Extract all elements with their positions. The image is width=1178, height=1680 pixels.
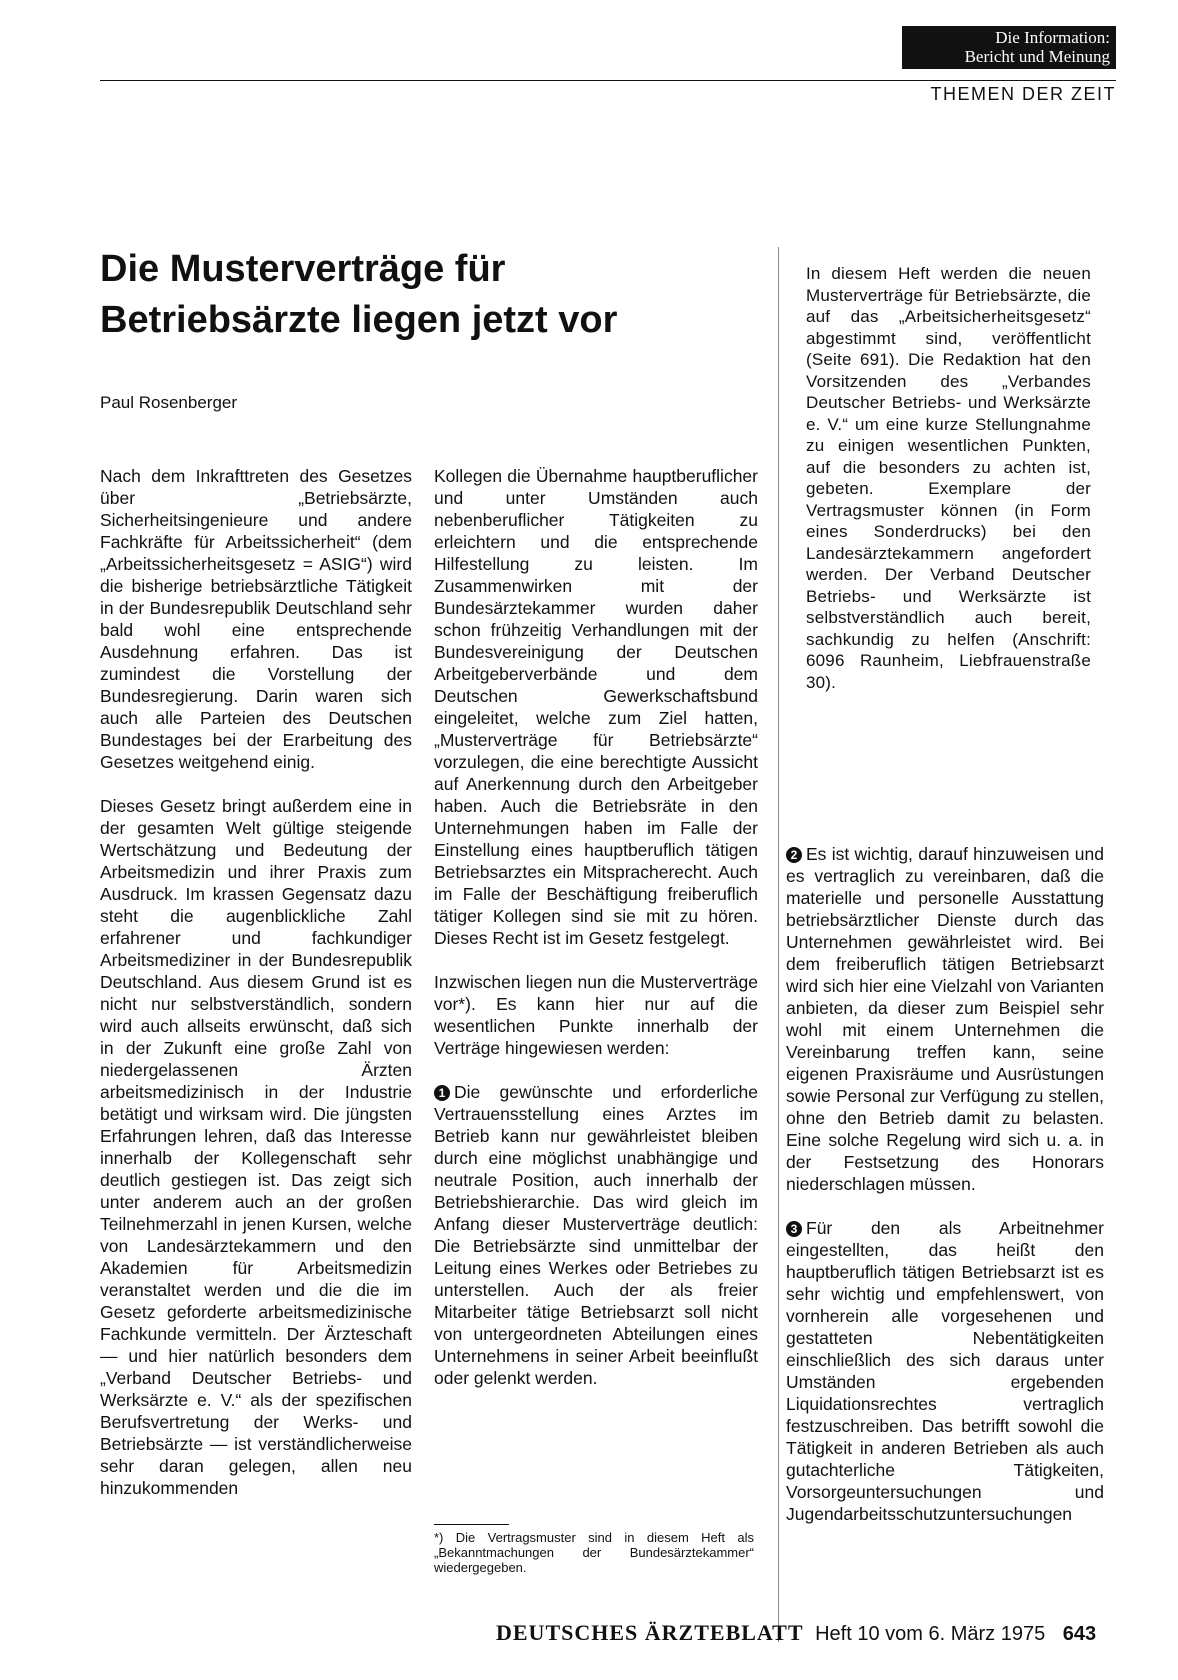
footnote-rule	[434, 1524, 509, 1525]
header-rule	[100, 80, 1116, 81]
column-1	[100, 465, 412, 1521]
paragraph: Inzwischen liegen nun die Musterverträge vor*). Es kann hier nur auf die wesentlichen Punkte innerhalb der Verträge hingewiesen werden:	[434, 972, 758, 1058]
paragraph-text: Die gewünschte und erforderliche Vertrauensstellung eines Arztes im Betrieb kann nur gewährleistet bleiben durch eine möglichst unabhängige und neutrale Position, auch innerhalb der Betriebshierarchie. Das wird gleich im Anfang dieser Musterverträge deutlich: Die Betriebsärzte sind unmittelbar der Leitung eines Werkes oder Betriebes zu unterstellen. Auch der als freier Mitarbeiter tätige Betriebsarzt soll nicht von untergeordneten Abteilungen eines Unternehmens in seiner Arbeit beeinflußt oder gelenkt werden.	[434, 1082, 758, 1388]
article-title	[100, 244, 617, 346]
issue-info: Heft 10 vom 6. März 1975	[815, 1623, 1046, 1645]
magazine-name: DEUTSCHES ÄRZTEBLATT	[496, 1620, 804, 1645]
rubric-line-1: Die Information:	[995, 28, 1110, 47]
point-number-2: 2	[786, 847, 802, 863]
editor-note: In diesem Heft werden die neuen Musterverträge für Betriebsärzte, die auf das „Arbeitsicherheitsgesetz“ abgestimmt sind, veröffentlicht (Seite 691). Die Redaktion hat den Vorsitzenden des „Verbandes Deutscher Betriebs- und Werksärzte e. V.“ um eine kurze Stellungnahme zu einigen wesentlichen Punkten, auf die besonders zu achten ist, gebeten. Exemplare der Vertragsmuster können (in Form eines Sonderdrucks) bei den Landesärztekammern angefordert werden. Der Verband Deutscher Betriebs- und Werksärzte ist selbstverständlich auch bereit, sachkundig zu helfen (Anschrift: 6096 Raunheim, Liebfrauenstraße 30).	[806, 264, 1091, 692]
title-line-1: Die Musterverträge für	[100, 248, 506, 290]
numbered-paragraph	[786, 1217, 1104, 1525]
column-divider	[778, 247, 779, 1642]
numbered-paragraph	[434, 1081, 758, 1389]
rubric-badge	[902, 26, 1116, 69]
paragraph: Dieses Gesetz bringt außerdem eine in der gesamten Welt gültige steigende Wertschätzung und Bedeutung der Arbeitsmedizin und ihrer Praxis zum Ausdruck. Im krassen Gegensatz dazu steht die augenblickliche Zahl erfahrener und fachkundiger Arbeitsmediziner in der Bundesrepublik Deutschland. Aus diesem Grund ist es nicht nur selbstverständlich, sondern wird auch allseits erwünscht, daß sich in der Zukunft eine große Zahl von niedergelassenen Ärzten arbeitsmedizinisch in der Industrie betätigt und wirksam wird. Die jüngsten Erfahrungen lehren, daß das Interesse innerhalb der Kollegenschaft sehr deutlich gestiegen ist. Das zeigt sich unter anderem auch an der großen Teilnehmerzahl in jenen Kursen, welche von Landesärztekammern und den Akademien für Arbeitsmedizin veranstaltet werden und die die im Gesetz geforderte arbeitsmedizinische Fachkunde vermitteln. Der Ärzteschaft — und hier natürlich besonders dem „Verband Deutscher Betriebs- und Werksärzte e. V.“ als der spezifischen Berufsvertretung der Werks- und Betriebsärzte — ist verständlicherweise sehr daran gelegen, allen neu hinzukommenden	[100, 796, 412, 1498]
paragraph-text: Für den als Arbeitnehmer eingestellten, das heißt den hauptberuflich tätigen Betriebsarzt ist es sehr wichtig und empfehlenswert, von vornherein alle vorgesehenen und gestatteten Nebentätigkeiten einschließlich des sich daraus unter Umständen ergebenden Liquidationsrechtes vertraglich festzuschreiben. Das betrifft sowohl die Tätigkeit in anderen Betrieben als auch gutachterliche Tätigkeiten, Vorsorgeuntersuchungen und Jugendarbeitsschutzuntersuchungen	[786, 1218, 1104, 1524]
point-number-3: 3	[786, 1221, 802, 1237]
paragraph-text: Es ist wichtig, darauf hinzuweisen und es vertraglich zu vereinbaren, daß die materielle und personelle Ausstattung betriebsärztlicher Dienste durch das Unternehmen gewährleistet wird. Bei dem freiberuflich tätigen Betriebsarzt wird sich hier eine Vielzahl von Varianten anbieten, da dieser zum Beispiel sehr wohl mit einem Unternehmen die Vereinbarung treffen kann, seine eigenen Praxisräume und Ausrüstungen sowie Personal zur Verfügung zu stellen, ohne den Betrieb damit zu belasten. Eine solche Regelung wird sich u. a. in der Festsetzung des Honorars niederschlagen müssen.	[786, 844, 1104, 1194]
title-line-2: Betriebsärzte liegen jetzt vor	[100, 299, 618, 341]
column-3	[786, 843, 1104, 1547]
author-byline: Paul Rosenberger	[100, 393, 238, 412]
point-number-1: 1	[434, 1085, 450, 1101]
paragraph: Kollegen die Übernahme hauptberuflicher und unter Umständen auch nebenberuflicher Tätigkeiten zu erleichtern und die entsprechende Hilfestellung zu leisten. Im Zusammenwirken mit der Bundesärztekammer wurden daher schon frühzeitig Verhandlungen mit der Bundesvereinigung der Deutschen Arbeitgeberverbände und dem Deutschen Gewerkschaftsbund eingeleitet, welche zum Ziel hatten, „Musterverträge für Betriebsärzte“ vorzulegen, die eine berechtigte Aussicht auf Anerkennung durch den Arbeitgeber haben. Auch die Betriebsräte in den Unternehmungen haben im Falle der Einstellung eines hauptberuflich tätigen Betriebsarztes ein Mitspracherecht. Auch im Falle der Beschäftigung freiberuflich tätiger Kollegen sind sie mit zu hören. Dieses Recht ist im Gesetz festgelegt.	[434, 466, 758, 948]
footnote: *) Die Vertragsmuster sind in diesem Heft als „Bekanntmachungen der Bundesärztekammer“ wiedergegeben.	[434, 1530, 754, 1575]
page-footer	[496, 1620, 1096, 1646]
paragraph: Nach dem Inkrafttreten des Gesetzes über „Betriebsärzte, Sicherheitsingenieure und andere Fachkräfte für Arbeitssicherheit“ (dem „Arbeitssicherheitsgesetz = ASIG“) wird die bisherige betriebsärztliche Tätigkeit in der Bundesrepublik Deutschland sehr bald wohl eine entsprechende Ausdehnung erfahren. Das ist zumindest die Vorstellung der Bundesregierung. Darin waren sich auch alle Parteien des Deutschen Bundestages bei der Erarbeitung des Gesetzes weitgehend einig.	[100, 466, 412, 772]
page-number: 643	[1062, 1623, 1097, 1645]
column-2	[434, 465, 758, 1411]
section-label: THEMEN DER ZEIT	[930, 84, 1116, 104]
numbered-paragraph	[786, 843, 1104, 1195]
rubric-line-2: Bericht und Meinung	[964, 47, 1110, 66]
